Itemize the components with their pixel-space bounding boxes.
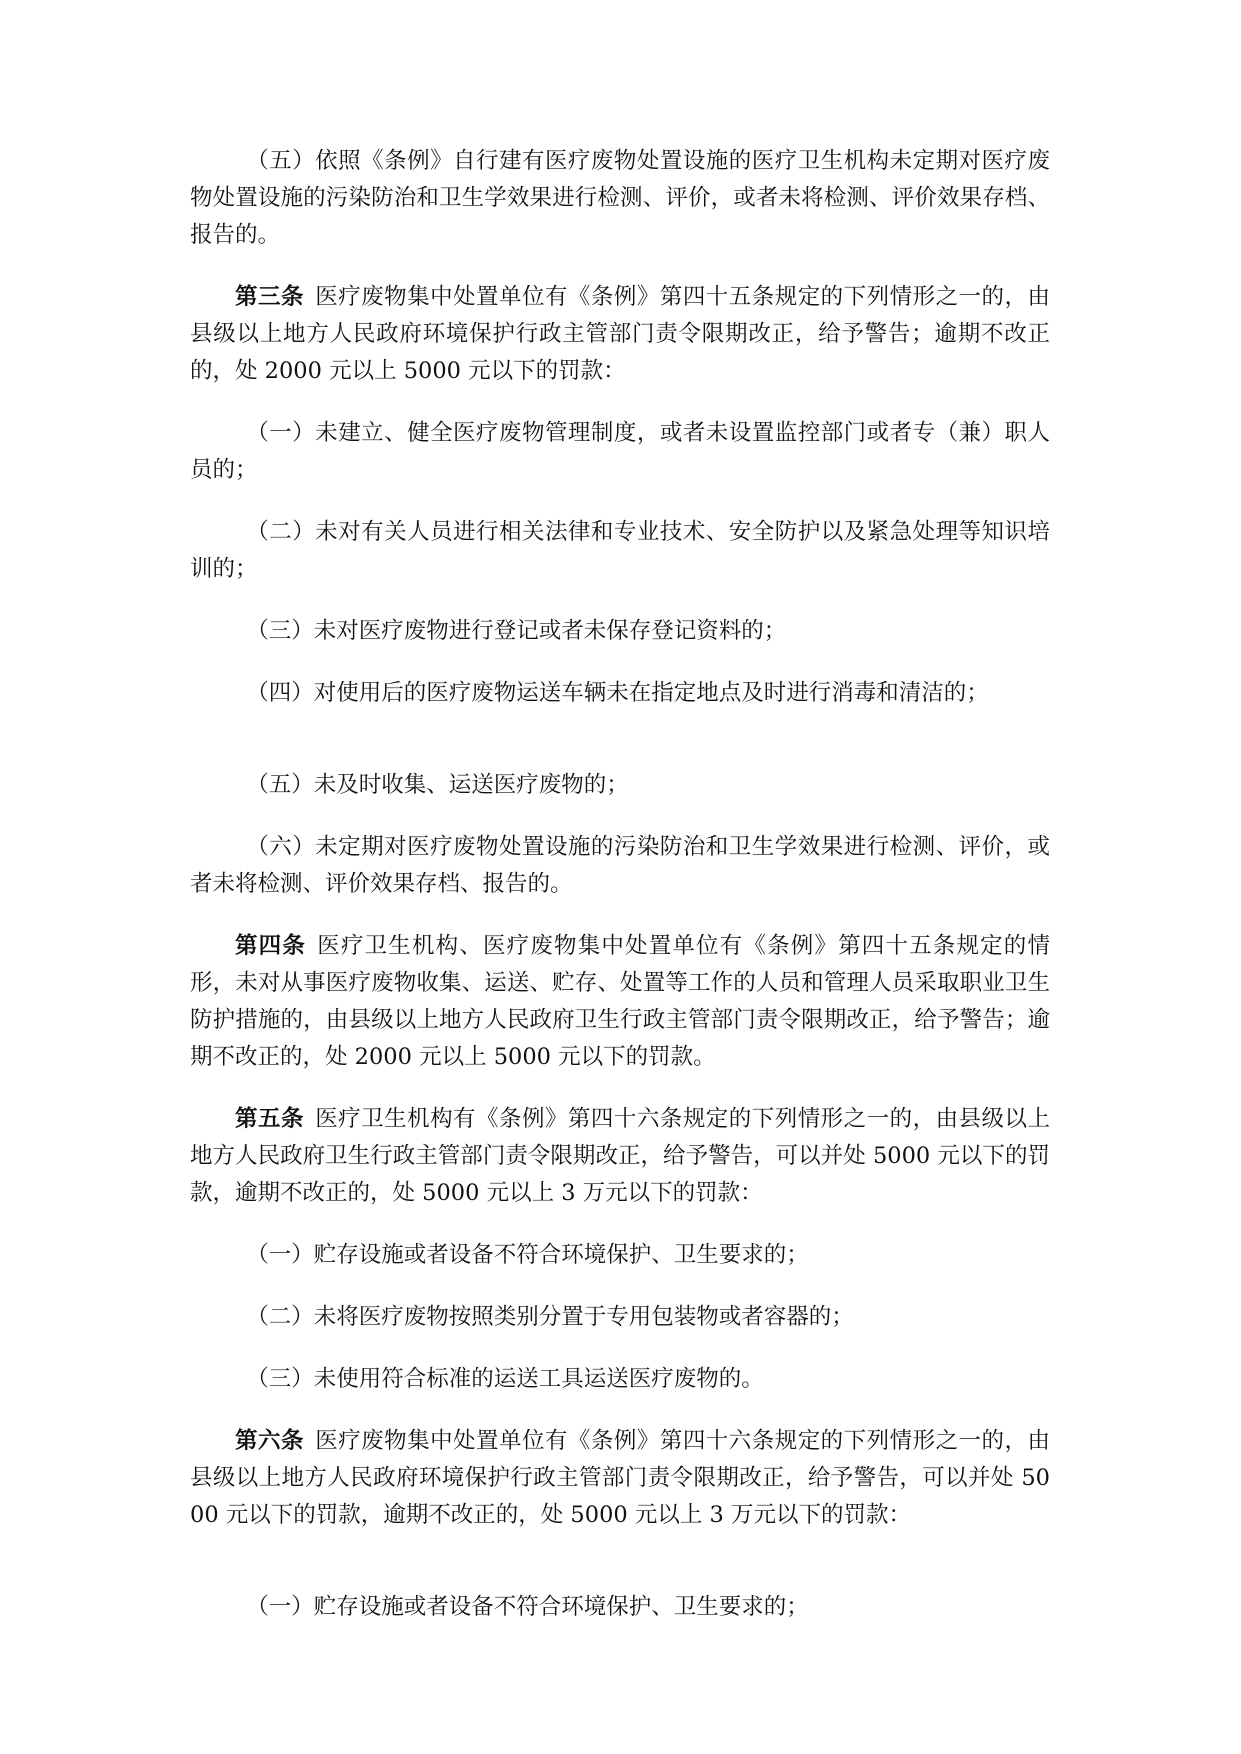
paragraph-item-6: （六）未定期对医疗废物处置设施的污染防治和卫生学效果进行检测、评价，或者未将检测、评价效果存档、报告的。 xyxy=(190,834,1050,897)
paragraph-item-1c: （一）贮存设施或者设备不符合环境保护、卫生要求的； xyxy=(246,1594,809,1620)
article-5-paragraph xyxy=(190,1101,1050,1212)
article-text: 医疗废物集中处置单位有《条例》第四十五条规定的下列情形之一的，由县级以上地方人民政府环境保护行政主管部门责令限期改正，给予警告；逾期不改正的，处 2000 元以上 5000 元以下的罚款： xyxy=(190,284,1050,384)
paragraph-item-3: （三）未对医疗废物进行登记或者未保存登记资料的； xyxy=(246,618,787,644)
article-number: 第四条 xyxy=(235,933,307,959)
article-text: 医疗废物集中处置单位有《条例》第四十六条规定的下列情形之一的，由县级以上地方人民政府环境保护行政主管部门责令限期改正，给予警告，可以并处 5000 元以下的罚款，逾期不改正的，处 5000 元以上 3 万元以下的罚款： xyxy=(190,1428,1050,1528)
article-text: 医疗卫生机构、医疗废物集中处置单位有《条例》第四十五条规定的情形，未对从事医疗废物收集、运送、贮存、处置等工作的人员和管理人员采取职业卫生防护措施的，由县级以上地方人民政府卫生行政主管部门责令限期改正，给予警告；逾期不改正的，处 2000 元以上 5000 元以下的罚款。 xyxy=(190,933,1050,1070)
article-number: 第三条 xyxy=(235,284,304,310)
paragraph-item-1b: （一）贮存设施或者设备不符合环境保护、卫生要求的； xyxy=(246,1242,809,1268)
paragraph-item-3b: （三）未使用符合标准的运送工具运送医疗废物的。 xyxy=(246,1366,764,1392)
paragraph-item-2: （二）未对有关人员进行相关法律和专业技术、安全防护以及紧急处理等知识培训的； xyxy=(190,519,1050,582)
paragraph-item-5b: （五）未及时收集、运送医疗废物的； xyxy=(246,772,629,798)
paragraph-item-5: （五）依照《条例》自行建有医疗废物处置设施的医疗卫生机构未定期对医疗废物处置设施的污染防治和卫生学效果进行检测、评价，或者未将检测、评价效果存档、报告的。 xyxy=(190,148,1050,248)
article-number: 第五条 xyxy=(235,1106,304,1132)
document-page xyxy=(190,143,1050,1651)
article-4-paragraph xyxy=(190,928,1050,1076)
article-text: 医疗卫生机构有《条例》第四十六条规定的下列情形之一的，由县级以上地方人民政府卫生行政主管部门责令限期改正，给予警告，可以并处 5000 元以下的罚款，逾期不改正的，处 5000 元以上 3 万元以下的罚款： xyxy=(190,1106,1050,1206)
paragraph-item-4: （四）对使用后的医疗废物运送车辆未在指定地点及时进行消毒和清洁的； xyxy=(246,680,989,706)
article-number: 第六条 xyxy=(235,1428,304,1454)
article-3-paragraph xyxy=(190,279,1050,390)
article-6-paragraph xyxy=(190,1423,1050,1534)
paragraph-item-1: （一）未建立、健全医疗废物管理制度，或者未设置监控部门或者专（兼）职人员的； xyxy=(190,420,1050,483)
paragraph-item-2b: （二）未将医疗废物按照类别分置于专用包装物或者容器的； xyxy=(246,1304,854,1330)
